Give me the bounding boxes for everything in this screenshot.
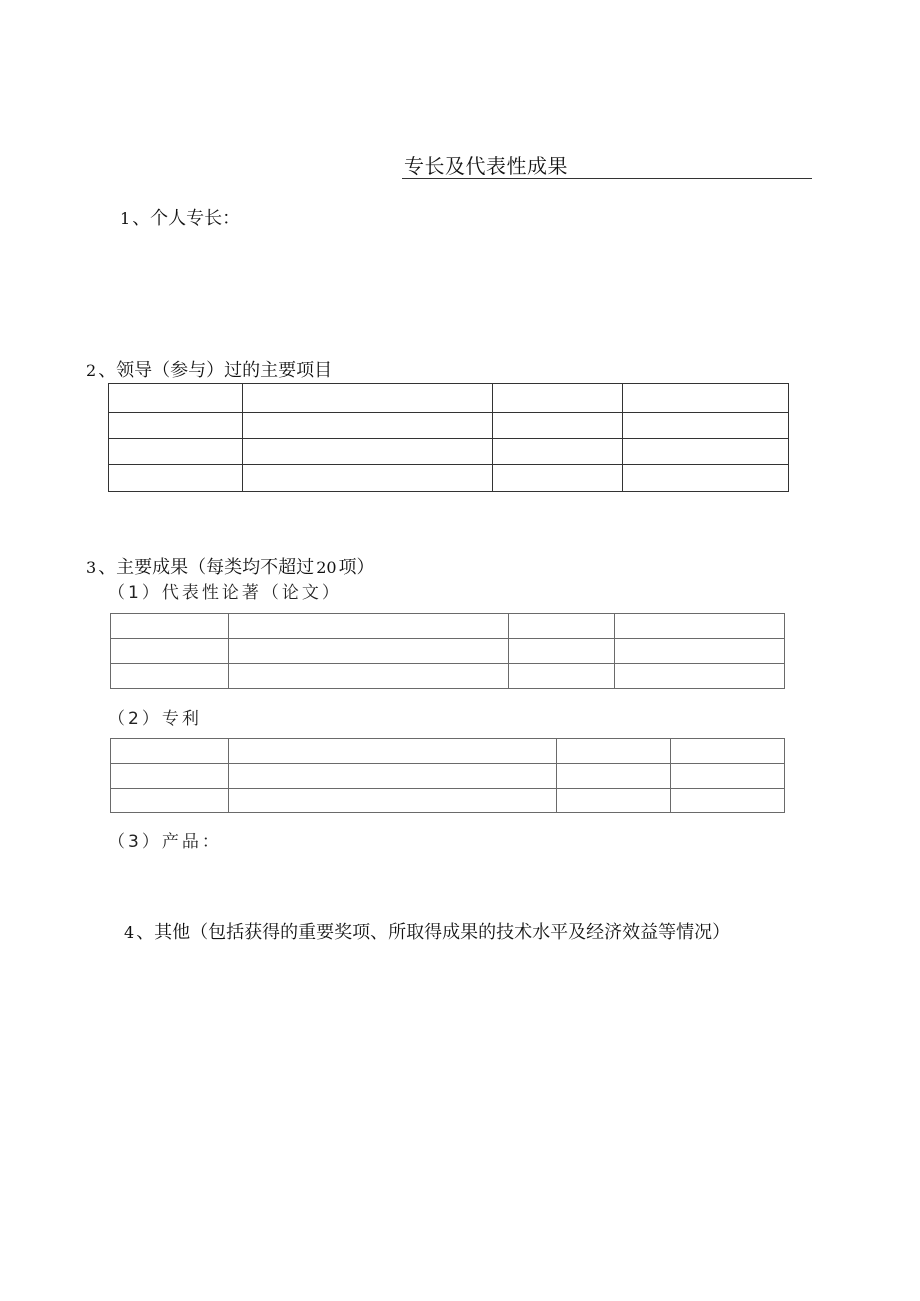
subsection-papers: （1）代表性论著（论文） (108, 583, 342, 603)
section-heading: 、领导（参与）过的主要项目 (98, 360, 333, 381)
section-number: 1 (120, 209, 131, 228)
table-cell[interactable] (615, 664, 785, 689)
section-number: 3 (86, 558, 97, 577)
section-heading: 、其他（包括获得的重要奖项、所取得成果的技术水平及经济效益等情况） (136, 922, 731, 943)
table-cell[interactable] (509, 639, 615, 664)
table-cell[interactable] (623, 384, 789, 413)
table-cell[interactable] (623, 465, 789, 492)
section-heading-suffix: 项） (338, 557, 375, 578)
section-main-achievements (86, 553, 375, 579)
table-cell[interactable] (493, 439, 623, 465)
papers-table (110, 613, 785, 689)
patents-table (110, 738, 785, 813)
table-cell[interactable] (109, 384, 243, 413)
table-cell[interactable] (109, 413, 243, 439)
table-cell[interactable] (557, 739, 671, 764)
table-cell[interactable] (111, 739, 229, 764)
table-cell[interactable] (111, 614, 229, 639)
section-number: 4 (124, 923, 135, 942)
table-cell[interactable] (109, 439, 243, 465)
table-cell[interactable] (229, 664, 509, 689)
table-row (111, 739, 785, 764)
table-cell[interactable] (229, 789, 557, 813)
projects-table (108, 383, 789, 492)
table-cell[interactable] (509, 664, 615, 689)
section-personal-expertise (120, 204, 240, 230)
table-cell[interactable] (671, 739, 785, 764)
table-row (111, 639, 785, 664)
table-cell[interactable] (615, 639, 785, 664)
table-cell[interactable] (243, 439, 493, 465)
table-row (111, 764, 785, 789)
table-cell[interactable] (493, 384, 623, 413)
table-cell[interactable] (509, 614, 615, 639)
item-limit-count: 20 (316, 558, 337, 577)
table-cell[interactable] (671, 764, 785, 789)
table-cell[interactable] (109, 465, 243, 492)
page-title: 专长及代表性成果 (404, 154, 568, 178)
table-cell[interactable] (557, 789, 671, 813)
section-number: 2 (86, 361, 97, 380)
table-cell[interactable] (493, 413, 623, 439)
table-cell[interactable] (229, 639, 509, 664)
table-cell[interactable] (229, 614, 509, 639)
table-cell[interactable] (229, 739, 557, 764)
table-row (109, 439, 789, 465)
subsection-patents: （2）专利 (108, 709, 202, 729)
table-cell[interactable] (493, 465, 623, 492)
table-cell[interactable] (229, 764, 557, 789)
table-cell[interactable] (671, 789, 785, 813)
table-row (111, 789, 785, 813)
table-cell[interactable] (243, 413, 493, 439)
table-row (109, 413, 789, 439)
table-cell[interactable] (111, 639, 229, 664)
section-heading: 、主要成果（每类均不超过 (98, 557, 315, 578)
table-cell[interactable] (111, 664, 229, 689)
table-cell[interactable] (623, 413, 789, 439)
table-cell[interactable] (243, 384, 493, 413)
table-cell[interactable] (557, 764, 671, 789)
section-other (124, 918, 730, 944)
table-cell[interactable] (111, 789, 229, 813)
table-cell[interactable] (615, 614, 785, 639)
table-row (111, 664, 785, 689)
table-row (109, 465, 789, 492)
table-row (111, 614, 785, 639)
table-row (109, 384, 789, 413)
section-main-projects (86, 356, 332, 382)
table-cell[interactable] (243, 465, 493, 492)
table-cell[interactable] (111, 764, 229, 789)
table-cell[interactable] (623, 439, 789, 465)
title-underline (402, 178, 812, 179)
section-heading: 、个人专长： (132, 208, 241, 229)
subsection-products: （3）产品： (108, 832, 222, 852)
